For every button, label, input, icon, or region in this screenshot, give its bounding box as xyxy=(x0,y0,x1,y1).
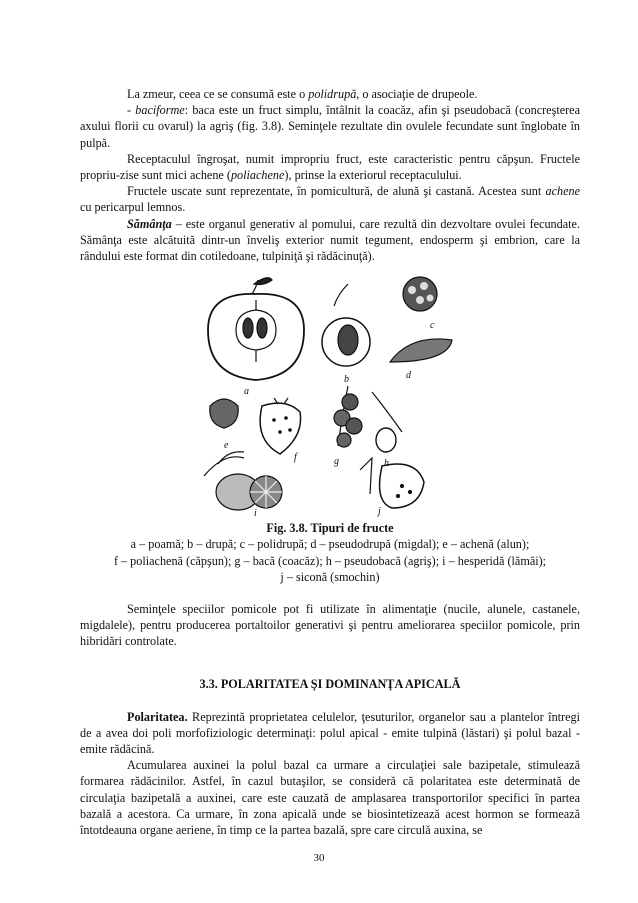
currant-drawing xyxy=(334,386,362,447)
svg-text:b: b xyxy=(344,374,349,386)
fig-label: a xyxy=(244,386,249,398)
page-number: 30 xyxy=(313,852,325,864)
svg-text:d: d xyxy=(406,370,411,382)
apple-drawing xyxy=(208,278,304,380)
svg-text:f: f xyxy=(294,452,297,464)
svg-text:g: g xyxy=(334,456,339,468)
almond-drawing xyxy=(390,339,452,362)
svg-text:e: e xyxy=(224,440,229,452)
paragraph-baciforme: - baciforme: baca este un fruct simplu, întâlnit la coacăz, afin şi pseudobacă (concreşterea axului florii cu ovarul) la agriş (fig. 3.8). Seminţele rezultate din ovulele fecundate sunt înglobate în pulpă. xyxy=(80,103,580,150)
svg-text:j: j xyxy=(378,506,381,518)
svg-text:h: h xyxy=(384,458,389,470)
figure-title: Fig. 3.8. Tipuri de fructe xyxy=(266,521,394,536)
paragraph-samanta: Sămânţa – este organul generativ al pomului, care rezultă din dezvoltare ovulei fecundate. Sămânţa este alcătuită dintr-un înveliş exterior numit tegument, endosperm şi embrion, care la rândului este format din cotiledoane, tulpiniţă şi rădăcinuţă). xyxy=(80,216,580,264)
paragraph-fructe-uscate: Fructele uscate sunt reprezentate, în pomicultură, de alună şi castană. Acestea sunt achene cu pericarpul lemnos. xyxy=(80,184,580,215)
paragraph-zmeur: La zmeur, ceea ce se consumă este o polidrupă, o asociaţie de drupeole. xyxy=(127,87,478,101)
strawberry-drawing xyxy=(260,398,300,454)
section-title: 3.3. POLARITATEA ŞI DOMINANŢA APICALĂ xyxy=(199,676,461,691)
gooseberry-drawing xyxy=(372,392,402,452)
cherry-drawing xyxy=(322,284,370,366)
lemon-drawing xyxy=(204,452,282,510)
svg-text:c: c xyxy=(430,320,435,332)
fruit-illustrations xyxy=(198,270,458,518)
svg-text:i: i xyxy=(254,508,257,519)
page-body xyxy=(80,86,580,838)
fig-drawing xyxy=(360,458,424,508)
figure-caption xyxy=(80,520,580,585)
paragraph-polaritatea: Polaritatea. Reprezintă proprietatea celulelor, ţesuturilor, organelor sau a plantelor întregi de a avea doi poli morfofiziologic determinaţi: polul apical - emite tulpină (lăstari) şi polul bazal - emite rădăcină. xyxy=(80,709,580,757)
caption-line: a – poamă; b – drupă; c – polidrupă; d – pseudodrupă (migdal); e – achenă (alun); xyxy=(130,537,530,552)
raspberry-drawing xyxy=(403,277,437,311)
caption-line: f – poliachenă (căpşun); g – bacă (coacăz); h – pseudobacă (agriş); i – hesperidă (lămâi); xyxy=(113,553,547,568)
hazelnut-drawing xyxy=(210,399,238,428)
paragraph-auxina: Acumularea auxinei la polul bazal ca urmare a circulaţiei sale bazipetale, stimulează formarea rădăcinilor. Astfel, în cazul butaşilor, se consideră că polaritatea este determinată de circulaţia bazipetală a auxinei, care este cauzată de amplasarea transportorilor specifici în partea bazală a acestora. Ca urmare, în zona apicală unde se biosintetizează acest hormon se formează întotdeauna organe aeriene, în timp ce la partea bazală, spre care circulă auxina, se xyxy=(80,758,580,838)
paragraph-receptacul: Receptaculul îngroşat, numit impropriu fruct, este caracteristic pentru căpşun. Fructele propriu-zise sunt mici achene (poliachene), prinse la exteriorul receptaculului. xyxy=(80,151,580,183)
caption-line: j – siconă (smochin) xyxy=(280,569,380,584)
fruit-types-figure xyxy=(80,270,580,518)
paragraph-seminte: Seminţele speciilor pomicole pot fi utilizate în alimentaţie (nucile, alunele, castanele, migdalele), pentru producerea portaltoilor generativi şi pentru ameliorarea speciilor pomicole, prin hibridări controlate. xyxy=(80,602,580,649)
